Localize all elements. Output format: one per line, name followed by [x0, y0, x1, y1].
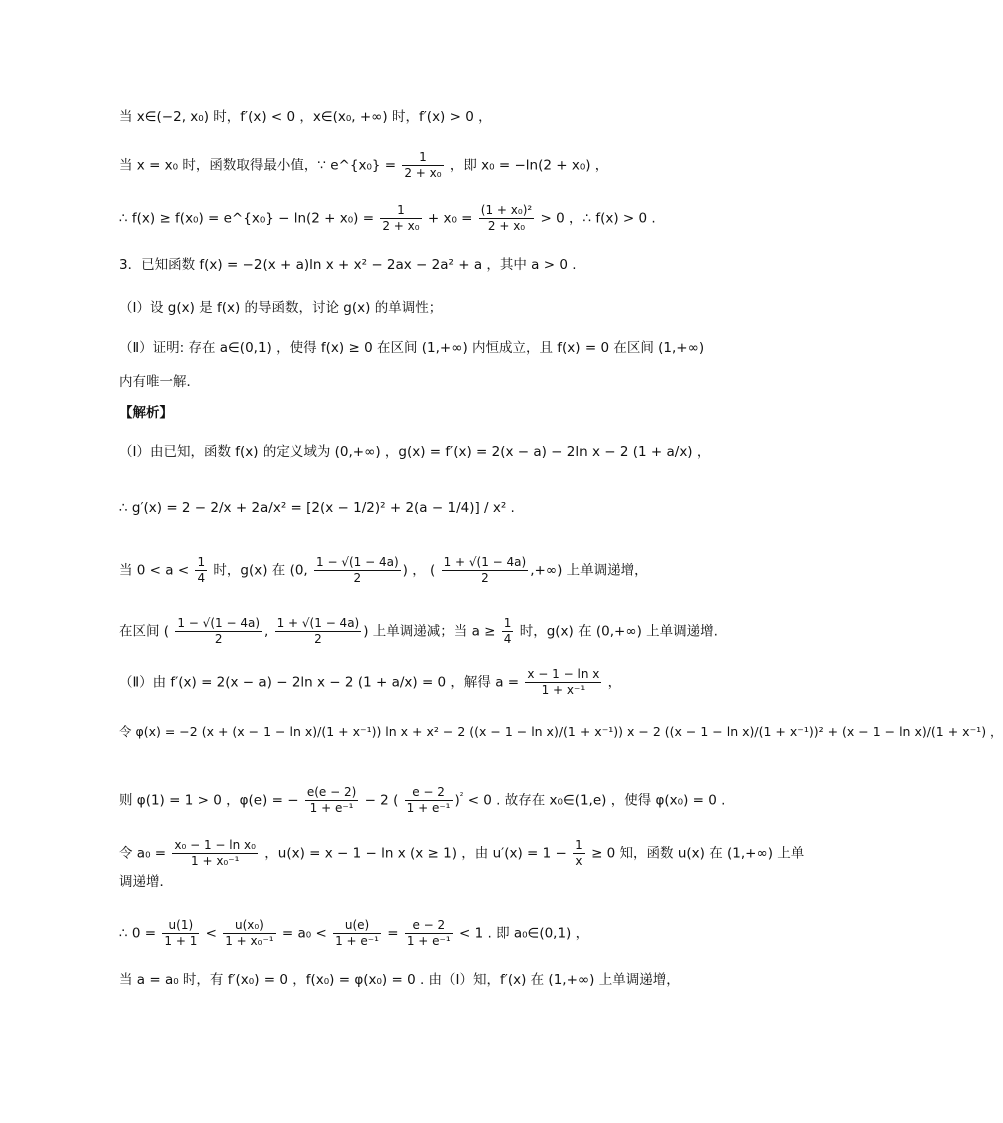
- text-line: 当 a = a₀ 时，有 f′(x₀) = 0 ，f(x₀) = φ(x₀) = 0 . 由（Ⅰ）知，f′(x) 在 (1,+∞) 上单调递增，: [119, 972, 680, 988]
- text-line: 在区间 ( $\frac{1 - √(1 - 4a)}{2}$ , $\frac{1 + √(1 - 4a)}{2}$ ) 上单调递减；当 a ≥ $\frac{1}{4}$ 时，g(x) 在 (0,+∞) 上单调递增.: [119, 616, 718, 646]
- fraction: $\frac{1}{x}$: [575, 838, 583, 868]
- problem-statement: 3．已知函数 f(x) = −2(x + a)ln x + x² − 2ax − 2a² + a ，其中 a > 0 .: [119, 257, 577, 273]
- fraction: $\frac{1}{\text{2 + x₀}}$: [382, 203, 420, 233]
- text-line: 调递增．: [119, 874, 173, 890]
- fraction: $\frac{1}{4}$: [503, 616, 512, 646]
- fraction: $\frac{1}{4}$: [197, 555, 206, 585]
- text-line: 则 φ(1) = 1 > 0 ，φ(e) = − $\frac{e(e - 2)}{\text{1 + e⁻¹}}$ − 2 ( $\frac{e - 2}{\text{1 + e⁻¹}}$ )$^{^2}$ < 0 . 故存在 x₀∈(1,e) ，使得 φ(x₀) = 0 .: [119, 785, 726, 815]
- fraction: $\frac{e - 2}{\text{1 + e⁻¹}}$: [406, 918, 451, 948]
- text-line: （Ⅱ）由 f′(x) = 2(x − a) − 2ln x − 2 (1 + a/x) = 0 ，解得 a = $\frac{\text{x − 1 − ln x}}{\text{1 + x⁻¹}}$ ，: [119, 667, 622, 697]
- fraction: $\frac{e - 2}{\text{1 + e⁻¹}}$: [406, 785, 451, 815]
- text-line: 当 x = x₀ 时，函数取得最小值，∵ e^{x₀} = $\frac{1}{\text{2 + x₀}}$ ，即 x₀ = −ln(2 + x₀) ，: [119, 150, 609, 180]
- fraction: $\frac{u(1)}{1 + 1}$: [164, 918, 198, 948]
- fraction: $\frac{\text{x₀ − 1 − ln x₀}}{\text{1 + x₀⁻¹}}$: [174, 838, 256, 868]
- problem-part-2: （Ⅱ）证明: 存在 a∈(0,1) ，使得 f(x) ≥ 0 在区间 (1,+∞) 内恒成立，且 f(x) = 0 在区间 (1,+∞): [119, 340, 705, 356]
- fraction: $\frac{u(e)}{\text{1 + e⁻¹}}$: [335, 918, 379, 948]
- text-line: ∴ 0 = $\frac{u(1)}{1 + 1}$ < $\frac{\text{u(x₀)}}{\text{1 + x₀⁻¹}}$ = a₀ < $\frac{u(e)}{\text{1 + e⁻¹}}$ = $\frac{e - 2}{\text{1 + e⁻¹}}$ < 1 . 即 a₀∈(0,1) ，: [119, 918, 590, 948]
- fraction: $\frac{1 + √(1 - 4a)}{2}$: [276, 616, 360, 646]
- fraction: $\frac{e(e - 2)}{\text{1 + e⁻¹}}$: [306, 785, 357, 815]
- text-line: 内有唯一解．: [119, 374, 200, 390]
- fraction: $\frac{1 - √(1 - 4a)}{2}$: [316, 555, 399, 585]
- fraction: $\frac{1}{\text{2 + x₀}}$: [404, 150, 442, 180]
- fraction: $\frac{1 + √(1 - 4a)}{2}$: [443, 555, 527, 585]
- text-line: （Ⅰ）由已知，函数 f(x) 的定义域为 (0,+∞) ，g(x) = f′(x) = 2(x − a) − 2ln x − 2 (1 + a/x) ，: [119, 444, 711, 460]
- text-line: ∴ f(x) ≥ f(x₀) = e^{x₀} − ln(2 + x₀) = $\frac{1}{\text{2 + x₀}}$ + x₀ = $\frac{\text{(1 + x₀)²}}{\text{2 + x₀}}$ > 0 ，∴ f(x) > 0 .: [119, 203, 656, 233]
- text-line: 令 φ(x) = −2 (x + (x − 1 − ln x)/(1 + x⁻¹)) ln x + x² − 2 ((x − 1 − ln x)/(1 + x⁻¹)) x − 2 ((x − 1 − ln x)/(1 + x⁻¹))² + (x − 1 − ln x)/(1 + x⁻¹) ，: [119, 724, 1003, 739]
- solution-heading: 【解析】: [119, 405, 173, 421]
- text-line: ∴ g′(x) = 2 − 2/x + 2a/x² = [2(x − 1/2)² + 2(a − 1/4)] / x² .: [119, 500, 515, 516]
- text-line: 当 x∈(−2, x₀) 时，f′(x) < 0 ，x∈(x₀, +∞) 时，f′(x) > 0 ，: [119, 109, 492, 125]
- text-line: 当 0 < a < $\frac{1}{4}$ 时，g(x) 在 (0, $\frac{1 - √(1 - 4a)}{2}$ ) ， ( $\frac{1 + √(1 - 4a)}{2}$ ,+∞) 上单调递增，: [119, 555, 648, 585]
- text-line: 令 a₀ = $\frac{\text{x₀ − 1 − ln x₀}}{\text{1 + x₀⁻¹}}$ ，u(x) = x − 1 − ln x (x ≥ 1) ，由 u′(x) = 1 − $\frac{1}{x}$ ≥ 0 知，函数 u(x) 在 (1,+∞) 上单: [119, 838, 805, 868]
- fraction: $\frac{\text{x − 1 − ln x}}{\text{1 + x⁻¹}}$: [527, 667, 600, 697]
- fraction: $\frac{\text{(1 + x₀)²}}{\text{2 + x₀}}$: [480, 203, 533, 233]
- problem-part-1: （Ⅰ）设 g(x) 是 f(x) 的导函数，讨论 g(x) 的单调性；: [119, 300, 443, 316]
- fraction: $\frac{1 - √(1 - 4a)}{2}$: [177, 616, 260, 646]
- fraction: $\frac{\text{u(x₀)}}{\text{1 + x₀⁻¹}}$: [225, 918, 274, 948]
